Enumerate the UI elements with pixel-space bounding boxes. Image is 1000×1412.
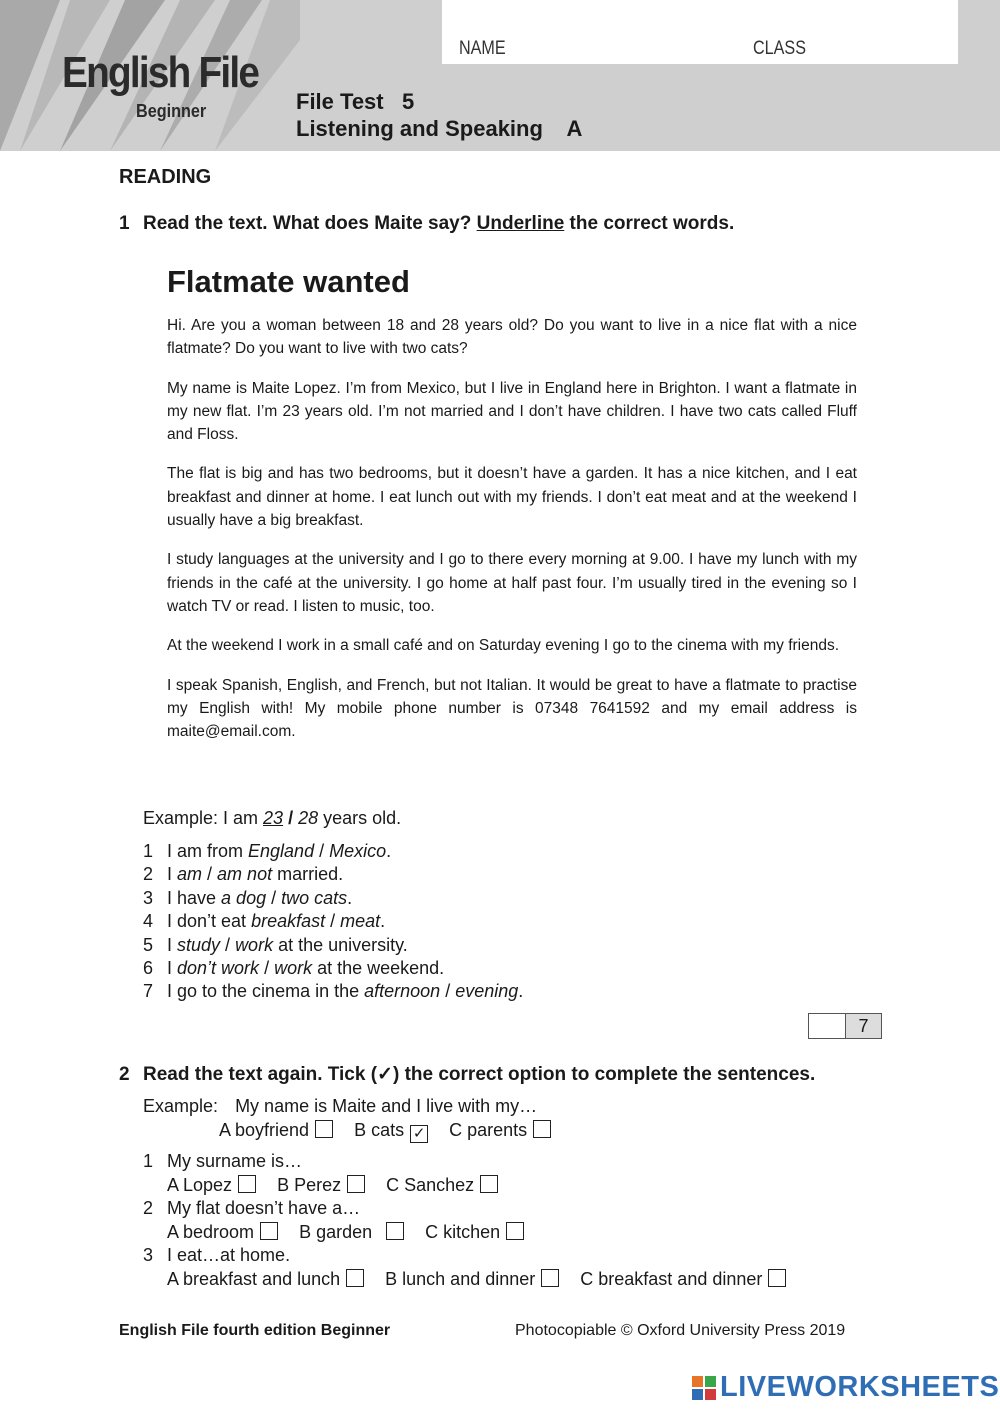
checkbox[interactable] (238, 1175, 256, 1193)
item-text-end: . (518, 981, 524, 1002)
class-label: CLASS (753, 38, 806, 59)
article-paragraph: At the weekend I work in a small café and on Saturday evening I go to the cinema with my friends. (167, 637, 840, 655)
q2-example-stem (143, 1096, 537, 1117)
option-a[interactable]: England (248, 841, 315, 861)
checkbox[interactable] (315, 1120, 333, 1138)
item-stem: My surname is… (167, 1151, 303, 1171)
option-a[interactable]: study (177, 934, 221, 955)
option-b[interactable]: am not (217, 864, 273, 885)
article-paragraph: The flat is big and has two bedrooms, but it doesn’t have a garden. It has a nice kitchen, and I eat breakfast and dinner at home. I eat lunch out with my friends. I don’t eat meat and at the weekend I usually have a big breakfast. (167, 465, 857, 530)
option-label: C Sanchez (386, 1175, 475, 1195)
option (354, 1120, 428, 1143)
item-number: 6 (143, 958, 154, 979)
item-number: 5 (143, 934, 154, 955)
item-text-end: married. (272, 864, 344, 885)
item-text: I am from (167, 841, 249, 861)
section-title: READING (119, 166, 212, 188)
example-prefix: Example: I am (143, 808, 264, 828)
option-b[interactable]: work (235, 934, 274, 955)
option-a[interactable]: don’t work (177, 958, 260, 979)
instruction-text: Read the text again. Tick (✓) the correct option to complete the sentences. (143, 1064, 816, 1085)
option-a[interactable]: a dog (221, 887, 267, 908)
q2-item-1-options (167, 1175, 514, 1196)
list-item: 6 I don’t work / work at the weekend. (143, 957, 523, 980)
option-label: A Lopez (167, 1175, 233, 1195)
option-a[interactable]: breakfast (251, 911, 326, 932)
test-subtitle: Listening and Speaking A (296, 116, 583, 141)
option-label: B Perez (277, 1175, 342, 1195)
instruction-text-end: the correct words. (569, 213, 735, 234)
q2-item-1-stem (143, 1151, 302, 1172)
list-item: 7 I go to the cinema in the afternoon / evening. (143, 980, 523, 1003)
question-2-instruction (119, 1063, 815, 1086)
question-number: 1 (119, 213, 130, 234)
example-option-b: 28 (298, 808, 319, 828)
list-item: 2 I am / am not married. (143, 863, 523, 886)
article-paragraph: Hi. Are you a woman between 18 and 28 years old? Do you want to live in a nice flat with a nice flatmate? Do you want to live with two cats? (167, 317, 857, 358)
option-label: A breakfast and lunch (167, 1269, 341, 1289)
option-a[interactable]: afternoon (364, 981, 441, 1002)
article (167, 264, 857, 759)
example-option-a: 23 (263, 808, 284, 828)
checkbox-checked[interactable]: ✓ (410, 1125, 428, 1143)
item-text: I have (167, 887, 222, 908)
option-label: C kitchen (425, 1222, 501, 1242)
item-number: 2 (143, 1198, 154, 1218)
liveworksheets-logo-icon (692, 1376, 716, 1400)
example-1 (143, 808, 401, 829)
checkbox[interactable] (386, 1222, 404, 1240)
item-number: 1 (143, 841, 154, 861)
article-paragraph: My name is Maite Lopez. I’m from Mexico, but I live in England here in Brighton. I want a flatmate in my new flat. I’m 23 years old. I’m not married and I don’t have children. I have two cats called Fluff and Floss. (167, 379, 857, 444)
item-text: I (167, 934, 178, 955)
instruction-text: Read the text. What does Maite say? (143, 213, 472, 234)
checkbox[interactable] (346, 1269, 364, 1287)
footer-edition: English File fourth edition Beginner (119, 1322, 391, 1339)
option (449, 1120, 551, 1141)
option-label: C parents (449, 1120, 528, 1140)
item-number: 7 (143, 981, 154, 1002)
checkbox[interactable] (541, 1269, 559, 1287)
file-test-title: File Test 5 (296, 89, 415, 114)
option-b[interactable]: evening (455, 981, 519, 1002)
option-label: B lunch and dinner (385, 1269, 536, 1289)
checkbox[interactable] (768, 1269, 786, 1287)
list-item: 3 I have a dog / two cats. (143, 887, 523, 910)
q2-item-2-options (167, 1222, 540, 1243)
option-a[interactable]: am (177, 864, 203, 885)
example-suffix: years old. (318, 808, 402, 828)
brand-subtitle: Beginner (136, 101, 207, 121)
example-separator: / (283, 808, 299, 828)
item-stem: I eat…at home. (167, 1245, 291, 1265)
option-b[interactable]: meat (340, 911, 381, 932)
list-item: 5 I study / work at the university. (143, 934, 523, 957)
item-stem: My flat doesn’t have a… (167, 1198, 361, 1218)
question-number: 2 (119, 1064, 130, 1085)
item-text-end: at the weekend. (312, 958, 445, 979)
example-text: My name is Maite and I live with my… (235, 1096, 538, 1116)
option (219, 1120, 333, 1141)
question-1-list (143, 840, 523, 1004)
article-paragraph: I speak Spanish, English, and French, but not Italian. It would be great to have a flatmate to practise my English with! My mobile phone number is 07348 7641592 and my email address is maite@email.com. (167, 676, 857, 741)
footer-copyright: Photocopiable © Oxford University Press 2019 (515, 1322, 846, 1339)
name-label: NAME (459, 38, 506, 59)
score-total: 7 (846, 1014, 881, 1038)
item-text: I go to the cinema in the (167, 981, 365, 1002)
q2-item-3-stem (143, 1245, 290, 1266)
article-paragraph: I study languages at the university and I go to there every morning at 9.00. I have my lunch with my friends in the café at the university. I go home at half past four. I’m usually tired in the evening so I watch TV or read. I listen to music, too. (167, 551, 857, 615)
name-class-box[interactable] (442, 0, 958, 64)
page-header (0, 0, 1000, 151)
article-title: Flatmate wanted (167, 264, 410, 299)
option-b[interactable]: work (274, 958, 313, 979)
item-text-end: at the university. (273, 934, 408, 955)
option-b[interactable]: Mexico (329, 841, 387, 861)
q2-item-2-stem (143, 1198, 360, 1219)
q2-item-3-options (167, 1269, 802, 1290)
item-text: I don’t eat (167, 911, 252, 932)
list-item: 4 I don’t eat breakfast / meat. (143, 910, 523, 933)
liveworksheets-watermark[interactable]: LIVEWORKSHEETS (720, 1371, 1000, 1403)
item-number: 2 (143, 864, 154, 885)
item-number: 1 (143, 1151, 154, 1171)
item-text-end: . (347, 887, 353, 908)
example-label: Example: (143, 1096, 219, 1116)
item-text-end: . (386, 841, 392, 861)
option-label: A bedroom (167, 1222, 255, 1242)
item-number: 3 (143, 1245, 154, 1265)
checkbox[interactable] (347, 1175, 365, 1193)
option-label: A boyfriend (219, 1120, 310, 1140)
item-number: 3 (143, 887, 154, 908)
checkbox[interactable] (260, 1222, 278, 1240)
score-box (808, 1013, 882, 1039)
item-number: 4 (143, 911, 154, 932)
option-label: B garden (299, 1222, 373, 1242)
checkbox[interactable] (480, 1175, 498, 1193)
list-item: 1 I am from England / Mexico. (143, 840, 523, 863)
brand-title: English File (62, 48, 259, 97)
option-label: C breakfast and dinner (580, 1269, 763, 1289)
item-text: I (167, 864, 178, 885)
option-b[interactable]: two cats (281, 887, 348, 908)
underline-word: Underline (476, 213, 565, 234)
q2-example-options (219, 1120, 567, 1143)
checkbox[interactable] (506, 1222, 524, 1240)
item-text-end: . (380, 911, 386, 932)
score-input[interactable] (809, 1014, 846, 1038)
checkbox[interactable] (533, 1120, 551, 1138)
item-text: I (167, 958, 178, 979)
option-label: B cats (354, 1120, 405, 1140)
question-1-instruction (119, 213, 734, 235)
